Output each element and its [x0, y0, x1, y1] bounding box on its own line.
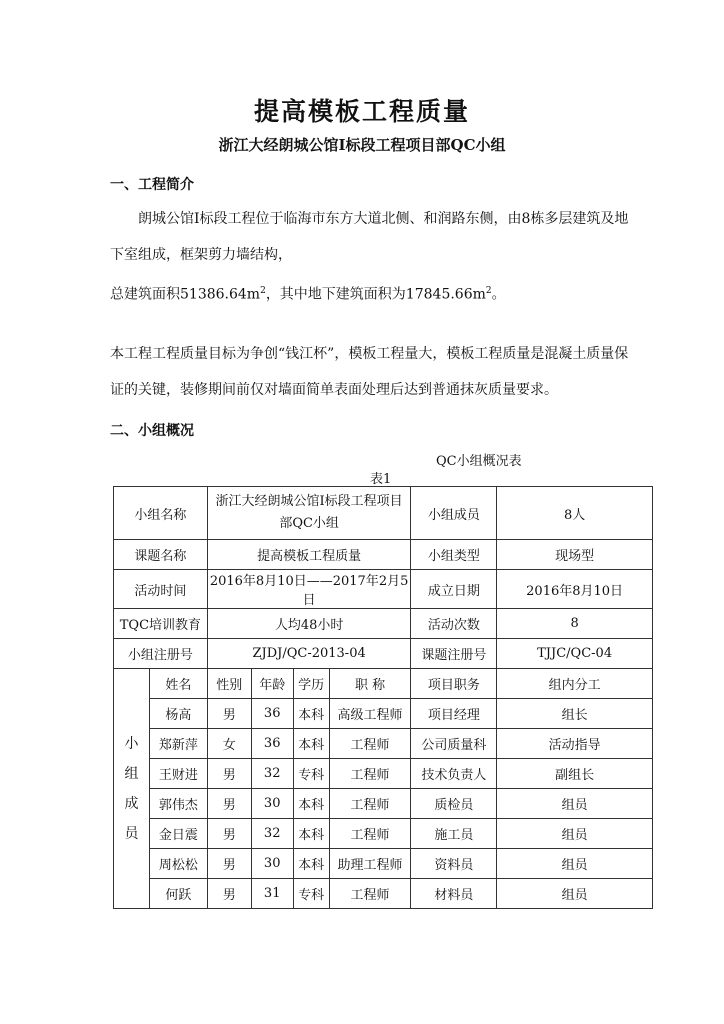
member-role: 质检员 [411, 789, 497, 819]
member-name: 杨高 [149, 699, 207, 729]
member-name: 何跃 [149, 879, 207, 909]
table-number: 表1 [370, 472, 392, 487]
member-education: 本科 [293, 789, 329, 819]
para1-line2: 下室组成，框架剪力墙结构， [110, 247, 292, 263]
member-age: 31 [251, 879, 293, 909]
member-education: 本科 [293, 729, 329, 759]
group-name-line2: 部QC小组 [279, 516, 339, 531]
para1-line1: 朗城公馆I标段工程位于临海市东方大道北侧、和润路东侧，由8栋多层建筑及地 [138, 211, 629, 227]
sup-2a: 2 [260, 286, 266, 296]
para2-suffix: 。 [491, 286, 506, 303]
member-duty: 组长 [497, 699, 653, 729]
members-side-label [114, 669, 150, 909]
member-name: 郭伟杰 [149, 789, 207, 819]
member-title: 工程师 [329, 879, 411, 909]
para3-line2: 证的关键，装修期间前仅对墙面简单表面处理后达到普通抹灰质量要求。 [110, 382, 558, 398]
cell-topic-reg-value: TJJC/QC-04 [497, 639, 653, 669]
member-role: 技术负责人 [411, 759, 497, 789]
member-row [114, 729, 653, 759]
cell-group-name-label: 小组名称 [114, 487, 208, 540]
cell-topic-label: 课题名称 [114, 540, 208, 570]
member-gender: 男 [207, 879, 251, 909]
member-gender: 男 [207, 759, 251, 789]
member-name: 王财进 [149, 759, 207, 789]
cell-tqc-label: TQC培训教育 [114, 609, 208, 639]
table-header-row [114, 669, 653, 699]
page-title: 提高模板工程质量 [253, 97, 470, 126]
table-row [114, 540, 653, 570]
member-gender: 男 [207, 849, 251, 879]
table-caption: QC小组概况表 [436, 454, 522, 469]
side-char: 组 [124, 765, 139, 782]
cell-activity-count-label: 活动次数 [411, 609, 497, 639]
qc-group-table [113, 486, 653, 909]
member-age: 36 [251, 699, 293, 729]
para3-line1: 本工程工程质量目标为争创“钱江杯”，模板工程量大，模板工程质量是混凝土质量保 [110, 346, 629, 362]
paragraph-quality-goal [110, 336, 630, 408]
member-name: 金日震 [149, 819, 207, 849]
cell-group-reg-value: ZJDJ/QC-2013-04 [207, 639, 411, 669]
member-role: 施工员 [411, 819, 497, 849]
member-education: 本科 [293, 849, 329, 879]
member-age: 32 [251, 759, 293, 789]
member-age: 30 [251, 849, 293, 879]
cell-group-type-value: 现场型 [497, 540, 653, 570]
member-education: 专科 [293, 879, 329, 909]
member-education: 专科 [293, 759, 329, 789]
member-education: 本科 [293, 699, 329, 729]
para2-area [110, 273, 630, 313]
section2-heading: 二、小组概况 [110, 423, 194, 439]
side-char: 小 [124, 735, 139, 752]
group-name-line1: 浙江大经朗城公馆I标段工程项目 [215, 494, 403, 509]
header-age: 年龄 [251, 669, 293, 699]
member-gender: 男 [207, 699, 251, 729]
member-role: 资料员 [411, 849, 497, 879]
member-title: 高级工程师 [329, 699, 411, 729]
member-education: 本科 [293, 819, 329, 849]
cell-group-type-label: 小组类型 [411, 540, 497, 570]
header-duty: 组内分工 [497, 669, 653, 699]
cell-group-reg-label: 小组注册号 [114, 639, 208, 669]
para2-mid: ，其中地下建筑面积为17845.66m [265, 286, 486, 303]
member-duty: 组员 [497, 789, 653, 819]
cell-tqc-value: 人均48小时 [207, 609, 411, 639]
table-row [114, 570, 653, 609]
member-row [114, 819, 653, 849]
cell-member-count-value: 8人 [497, 487, 653, 540]
member-title: 助理工程师 [329, 849, 411, 879]
side-char: 成 [124, 795, 139, 812]
table-row [114, 609, 653, 639]
member-duty: 组员 [497, 849, 653, 879]
table-row [114, 639, 653, 669]
section1-heading: 一、工程简介 [110, 177, 194, 193]
member-duty: 组员 [497, 879, 653, 909]
member-title: 工程师 [329, 819, 411, 849]
sup-2b: 2 [485, 286, 492, 296]
member-name: 周松松 [149, 849, 207, 879]
table-row [114, 487, 653, 540]
header-name: 姓名 [149, 669, 207, 699]
cell-activity-count-value: 8 [497, 609, 653, 639]
cell-activity-time-value: 2016年8月10日——2017年2月5日 [207, 570, 411, 609]
member-title: 工程师 [329, 789, 411, 819]
member-role: 公司质量科 [411, 729, 497, 759]
header-gender: 性别 [207, 669, 251, 699]
side-char: 员 [124, 825, 139, 842]
cell-founded-label: 成立日期 [411, 570, 497, 609]
cell-group-name-value [207, 487, 411, 540]
member-age: 36 [251, 729, 293, 759]
member-row [114, 759, 653, 789]
para2-prefix: 总建筑面积51386.64m [110, 286, 261, 303]
cell-activity-time-label: 活动时间 [114, 570, 208, 609]
cell-member-count-label: 小组成员 [411, 487, 497, 540]
member-duty: 副组长 [497, 759, 653, 789]
cell-topic-value: 提高模板工程质量 [207, 540, 411, 570]
member-title: 工程师 [329, 759, 411, 789]
member-row [114, 849, 653, 879]
paragraph-project-intro [110, 201, 630, 313]
header-education: 学历 [293, 669, 329, 699]
member-row [114, 699, 653, 729]
member-role: 材料员 [411, 879, 497, 909]
member-row [114, 879, 653, 909]
header-role: 项目职务 [411, 669, 497, 699]
member-age: 32 [251, 819, 293, 849]
member-gender: 男 [207, 819, 251, 849]
member-name: 郑新萍 [149, 729, 207, 759]
cell-topic-reg-label: 课题注册号 [411, 639, 497, 669]
member-gender: 男 [207, 789, 251, 819]
member-duty: 组员 [497, 819, 653, 849]
member-role: 项目经理 [411, 699, 497, 729]
header-title: 职 称 [329, 669, 411, 699]
member-duty: 活动指导 [497, 729, 653, 759]
member-gender: 女 [207, 729, 251, 759]
member-row [114, 789, 653, 819]
page-subtitle: 浙江大经朗城公馆I标段工程项目部QC小组 [218, 136, 506, 154]
member-title: 工程师 [329, 729, 411, 759]
cell-founded-value: 2016年8月10日 [497, 570, 653, 609]
member-age: 30 [251, 789, 293, 819]
